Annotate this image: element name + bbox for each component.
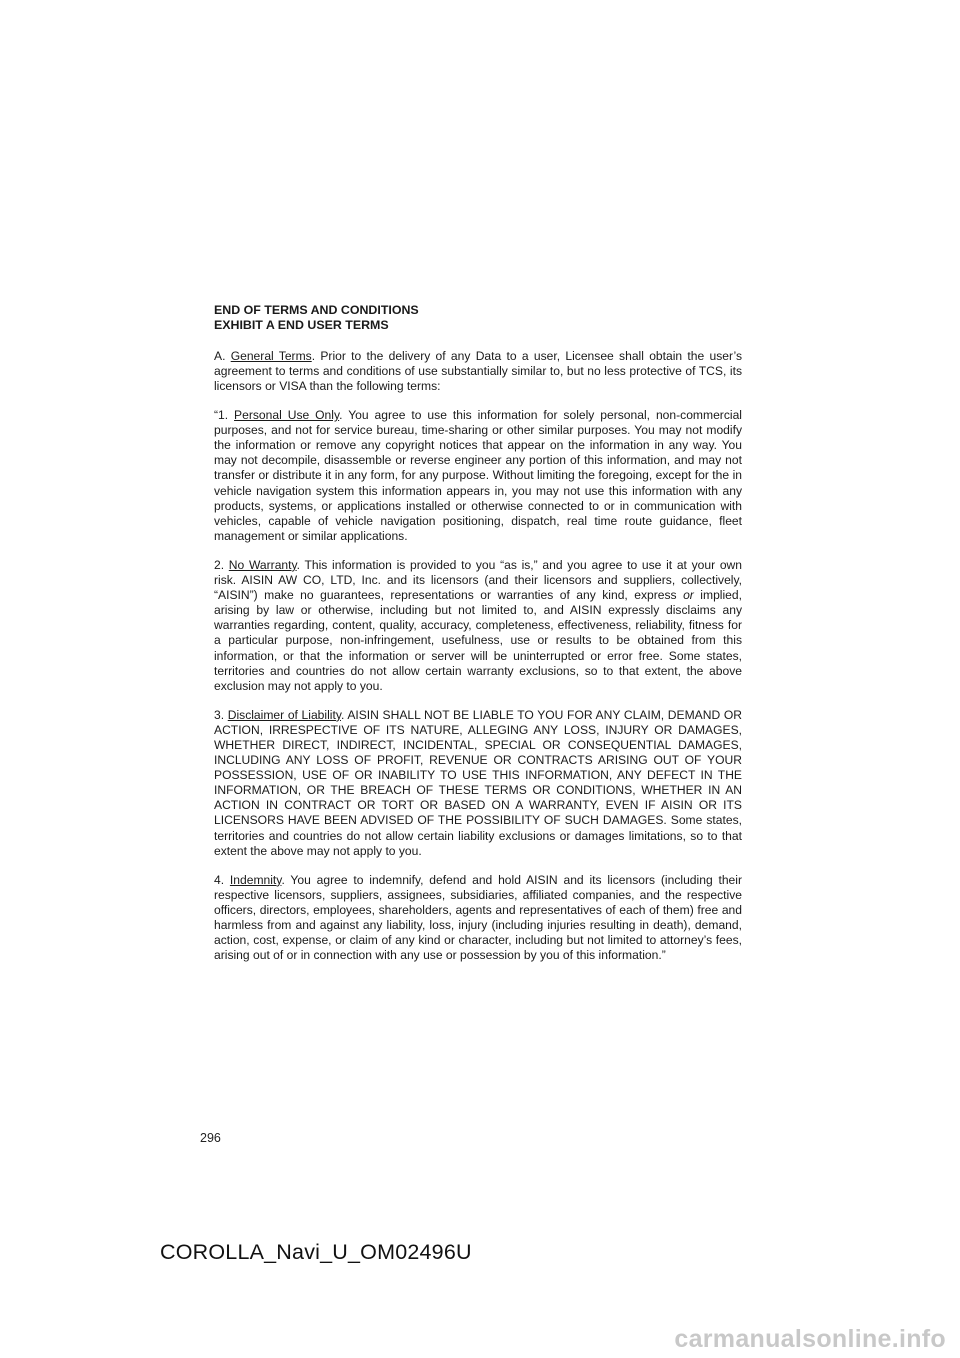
section-text: . You agree to indemnify, defend and hold AISIN and its licensors (including their respective licensors, suppliers, assignees, subsidiaries, affiliated companies, and the respective officers, directors, employees, shareholders, agents and representatives of each of them) free and harmless from and against any liability, loss, injury (including injuries resulting in death), demand, action, cost, expense, or claim of any kind or character, including but not limited to attorney’s fees, arising out of or in connection with any use or possession by you of this information.” [214, 872, 743, 963]
section-title: Personal Use Only [234, 408, 340, 423]
section-general-terms [214, 349, 742, 394]
section-text: . You agree to use this information for solely personal, non-commercial purposes, and not for service bureau, time-sharing or other similar purposes. You may not modify the information or remove any copyright notices that appear on the information in any way. You may not decompile, disassemble or reverse engineer any portion of this information, and may not transfer or distribute it in any form, for any purpose. Without limiting the foregoing, except for the in vehicle navigation system this information appears in, you may not use this information with any products, systems, or applications installed or otherwise connected to or in communication with vehicles, capable of vehicle navigation positioning, dispatch, real time route guidance, fleet management or similar applications. [214, 408, 742, 543]
section-personal-use-only [214, 408, 742, 544]
section-prefix: 3. [214, 707, 228, 722]
section-prefix: 4. [214, 872, 230, 887]
section-prefix: A. [214, 348, 231, 363]
section-prefix: “1. [214, 408, 235, 423]
section-prefix: 2. [214, 557, 229, 572]
watermark-logo: carmanualsonline.info [674, 1325, 946, 1353]
section-text: . This information is provided to you “as is,” and you agree to use it at your own risk. AISIN AW CO, LTD, Inc. and its licensors (and their licensors and suppliers, collectively, “AISIN”) make no guarantees, representations or warranties of any kind, express [214, 557, 743, 603]
section-disclaimer-of-liability [214, 708, 742, 859]
section-text: implied, arising by law or otherwise, including but not limited to, and AISIN expressly disclaims any warranties regarding, content, quality, accuracy, completeness, effectiveness, reliability, fitness for a particular purpose, non-infringement, usefulness, use or results to be obtained from this information, or that the information or server will be uninterrupted or error free. Some states, territories and countries do not allow certain warranty exclusions, so to that extent, the above exclusion may not apply to you. [214, 588, 742, 693]
section-title: General Terms [230, 348, 312, 363]
section-text: . Prior to the delivery of any Data to a user, Licensee shall obtain the user’s agreement to terms and conditions of use substantially similar to, but no less protective of TCS, its licensors or VISA than the following terms: [214, 348, 742, 393]
section-title: Indemnity [229, 872, 282, 887]
document-code: COROLLA_Navi_U_OM02496U [160, 1240, 472, 1264]
section-title: Disclaimer of Liability [227, 707, 341, 722]
heading-exhibit-a: EXHIBIT A END USER TERMS [214, 318, 389, 333]
section-text-emphasis: or [683, 588, 694, 603]
document-body [214, 303, 742, 963]
section-title: No Warranty [228, 557, 297, 572]
section-no-warranty [214, 558, 742, 694]
section-text: . AISIN SHALL NOT BE LIABLE TO YOU FOR ANY CLAIM, DEMAND OR ACTION, IRRESPECTIVE OF ITS NATURE, ALLEGING ANY LOSS, INJURY OR DAMAGES, WHETHER DIRECT, INDIRECT, INCIDENTAL, SPECIAL OR CONSEQUENTIAL DAMAGES, INCLUDING ANY LOSS OF PROFIT, REVENUE OR CONTRACTS ARISING OUT OF YOUR POSSESSION, USE OF OR INABILITY TO USE THIS INFORMATION, ANY DEFECT IN THE INFORMATION, OR THE BREACH OF THESE TERMS OR CONDITIONS, WHETHER IN AN ACTION IN CONTRACT OR TORT OR BASED ON A WARRANTY, EVEN IF AISIN OR ITS LICENSORS HAVE BEEN ADVISED OF THE POSSIBILITY OF SUCH DAMAGES. Some states, territories and countries do not allow certain liability exclusions or damages limitations, so to that extent the above may not apply to you. [214, 707, 742, 858]
heading-end-of-terms: END OF TERMS AND CONDITIONS [214, 303, 419, 317]
section-indemnity [214, 873, 742, 964]
page-number: 296 [200, 1131, 221, 1145]
